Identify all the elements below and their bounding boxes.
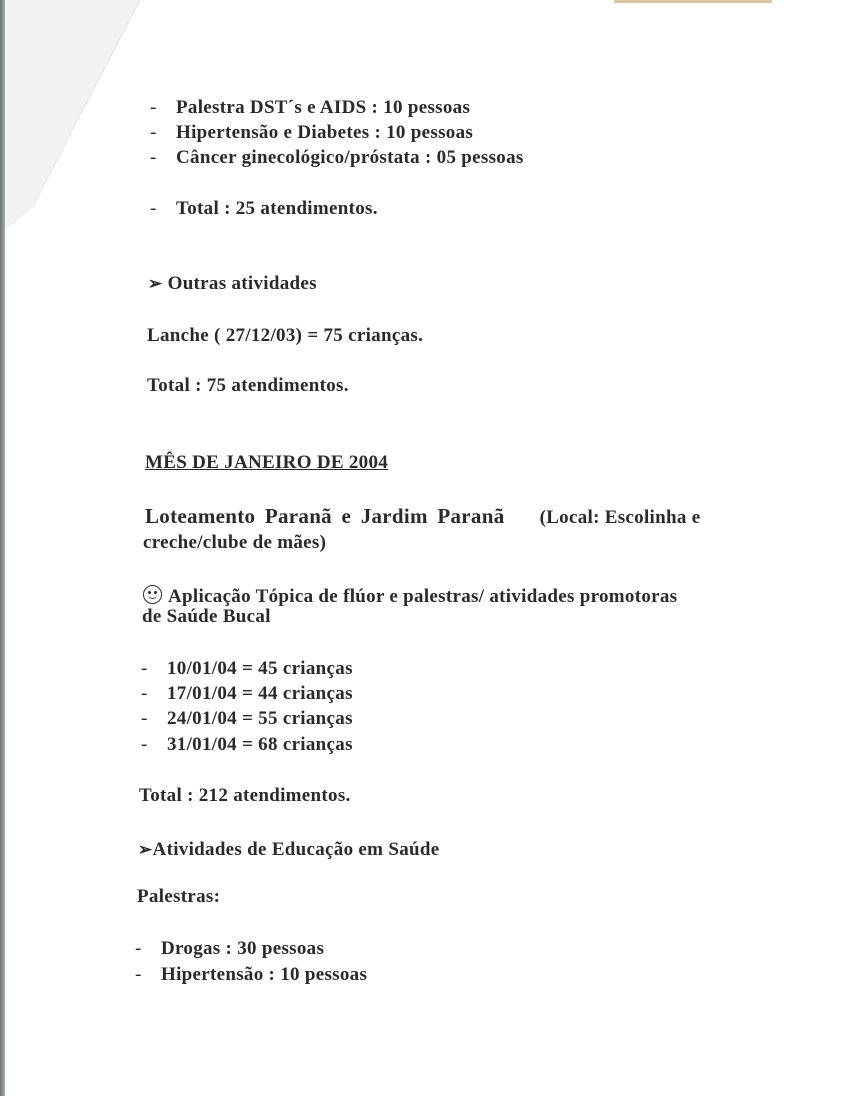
list-item-text: 17/01/04 = 44 crianças — [167, 683, 353, 704]
list-item-text: Drogas : 30 pessoas — [161, 938, 325, 959]
bullet-dash: - — [141, 708, 148, 729]
list-item — [141, 682, 353, 706]
list-item-text: 31/01/04 = 68 crianças — [167, 734, 353, 755]
palestras-label: Palestras: — [137, 886, 221, 907]
location-detail-cont: creche/clube de mães) — [143, 532, 327, 553]
location-detail: (Local: Escolinha e — [539, 507, 701, 528]
list-item — [135, 937, 324, 961]
activity-line-cont: de Saúde Bucal — [142, 606, 271, 627]
bullet-dash: - — [150, 97, 157, 118]
list-item — [150, 121, 473, 145]
scan-left-edge — [0, 0, 5, 1096]
janeiro-total: Total : 212 atendimentos. — [139, 785, 351, 806]
list-item — [135, 963, 367, 987]
bullet-dash: - — [141, 734, 148, 755]
list-item-text: 10/01/04 = 45 crianças — [167, 658, 353, 679]
list-item-text: Câncer ginecológico/próstata : 05 pessoas — [176, 147, 524, 168]
arrow-bullet-icon: ➢ — [138, 840, 153, 859]
lanche-line: Lanche ( 27/12/03) = 75 crianças. — [147, 325, 424, 346]
list-item — [141, 657, 353, 681]
bullet-dash: - — [141, 683, 148, 704]
list-item — [141, 733, 353, 757]
list-item-text: 24/01/04 = 55 crianças — [167, 708, 353, 729]
month-heading: MÊS DE JANEIRO DE 2004 — [145, 452, 389, 473]
list-item-total — [150, 197, 378, 221]
location-title: Loteamento Paranã e Jardim Paranã — [145, 504, 505, 528]
list-item-text: Hipertensão e Diabetes : 10 pessoas — [176, 122, 474, 143]
list-item-text: Palestra DST´s e AIDS : 10 pessoas — [176, 97, 471, 118]
bullet-dash: - — [141, 658, 148, 679]
heading-text: Outras atividades — [167, 273, 317, 294]
arrow-bullet-icon: ➢ — [148, 274, 163, 293]
section-heading-outras — [148, 272, 317, 296]
list-item — [150, 96, 470, 120]
bullet-dash: - — [135, 938, 142, 959]
outras-total: Total : 75 atendimentos. — [147, 375, 349, 396]
location-line — [145, 504, 700, 530]
bullet-dash: - — [135, 964, 142, 985]
list-item-text: Hipertensão : 10 pessoas — [161, 964, 368, 985]
heading-text: Atividades de Educação em Saúde — [152, 839, 440, 860]
scan-top-mark — [614, 0, 772, 3]
bullet-dash: - — [150, 147, 157, 168]
bullet-dash: - — [150, 122, 157, 143]
list-item — [150, 146, 524, 170]
smiley-icon — [143, 585, 162, 604]
list-item — [141, 707, 353, 731]
total-text: Total : 25 atendimentos. — [176, 198, 378, 219]
section-heading-educacao — [138, 838, 439, 862]
activity-text: Aplicação Tópica de flúor e palestras/ atividades promotoras — [168, 586, 678, 607]
bullet-dash: - — [150, 198, 157, 219]
